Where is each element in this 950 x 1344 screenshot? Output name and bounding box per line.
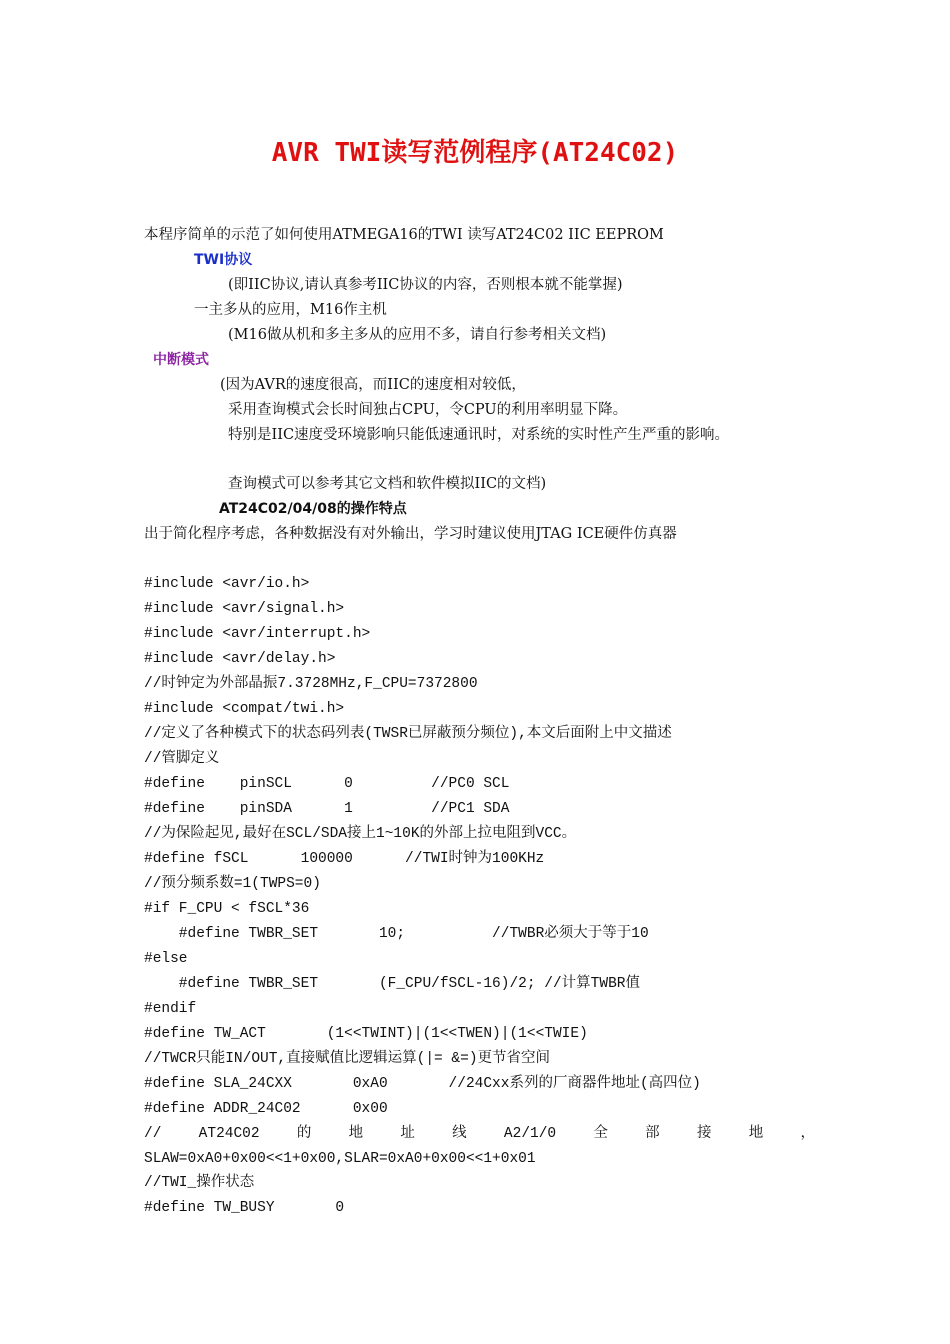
code-line: #define TWBR_SET 10; //TWBR必须大于等于10 xyxy=(144,926,649,942)
code-line: #define pinSDA 1 //PC1 SDA xyxy=(144,801,510,817)
token: 接 xyxy=(696,1126,712,1142)
code-comment-line: //预分频系数=1(TWPS=0) xyxy=(144,876,321,892)
code-line: #define TWBR_SET (F_CPU/fSCL-16)/2; //计算TWBR值 xyxy=(144,976,640,992)
code-line: #if F_CPU < fSCL*36 xyxy=(144,901,310,917)
intro-line: 本程序简单的示范了如何使用ATMEGA16的TWI 读写AT24C02 IIC EEPROM xyxy=(144,227,664,243)
master-note: (M16做从机和多主多从的应用不多，请自行参考相关文档) xyxy=(228,327,607,343)
interrupt-line: 特别是IIC速度受环境影响只能低速通讯时，对系统的实时性产生严重的影响。 xyxy=(228,427,730,443)
code-comment-line: //为保险起见,最好在SCL/SDA接上1~10K的外部上拉电阻到VCC。 xyxy=(144,826,577,842)
code-comment-line: //定义了各种模式下的状态码列表(TWSR已屏蔽预分频位),本文后面附上中文描述 xyxy=(144,726,672,742)
interrupt-line: 查询模式可以参考其它文档和软件模拟IIC的文档) xyxy=(228,476,547,492)
code-line: #include <avr/delay.h> xyxy=(144,651,336,667)
token: 地 xyxy=(748,1126,764,1142)
twi-protocol-note: (即IIC协议,请认真参考IIC协议的内容，否则根本就不能掌握) xyxy=(228,277,623,293)
code-line: SLAW=0xA0+0x00<<1+0x00,SLAR=0xA0+0x00<<1+0x01 xyxy=(144,1151,536,1167)
code-line: #else xyxy=(144,951,188,967)
token: 线 xyxy=(452,1126,467,1142)
token: 全 xyxy=(593,1126,608,1142)
code-line: #define TW_BUSY 0 xyxy=(144,1200,345,1216)
master-line: 一主多从的应用，M16作主机 xyxy=(194,302,387,318)
simplify-line: 出于简化程序考虑，各种数据没有对外输出，学习时建议使用JTAG ICE硬件仿真器 xyxy=(144,526,677,542)
code-line: #endif xyxy=(144,1001,197,1017)
interrupt-line: 采用查询模式会长时间独占CPU，令CPU的利用率明显下降。 xyxy=(228,402,628,418)
code-comment-justified-line xyxy=(144,1124,815,1144)
code-line: #define ADDR_24C02 0x00 xyxy=(144,1101,388,1117)
code-line: #define pinSCL 0 //PC0 SCL xyxy=(144,776,510,792)
code-comment-line: //管脚定义 xyxy=(144,751,220,767)
code-comment-line: //时钟定为外部晶振7.3728MHz,F_CPU=7372800 xyxy=(144,676,478,692)
twi-protocol-heading: TWI协议 xyxy=(194,252,253,268)
token: 部 xyxy=(645,1126,660,1142)
token: A2/1/0 xyxy=(503,1126,557,1142)
code-line: #include <avr/io.h> xyxy=(144,576,310,592)
token: AT24C02 xyxy=(198,1126,260,1142)
features-heading: AT24C02/04/08的操作特点 xyxy=(219,501,407,517)
code-comment-line: //TWI_操作状态 xyxy=(144,1175,255,1191)
code-line: #define fSCL 100000 //TWI时钟为100KHz xyxy=(144,851,545,867)
token: ， xyxy=(800,1126,815,1142)
interrupt-line: (因为AVR的速度很高，而IIC的速度相对较低， xyxy=(220,377,526,393)
document-title: AVR TWI读写范例程序(AT24C02) xyxy=(271,138,679,168)
code-comment-line: //TWCR只能IN/OUT,直接赋值比逻辑运算(|= &=)更节省空间 xyxy=(144,1051,551,1067)
code-line: #include <compat/twi.h> xyxy=(144,701,345,717)
code-line: #include <avr/signal.h> xyxy=(144,601,345,617)
token: 地 xyxy=(348,1126,364,1142)
token: 的 xyxy=(296,1126,312,1142)
code-line: #include <avr/interrupt.h> xyxy=(144,626,371,642)
token: 址 xyxy=(400,1126,415,1142)
code-line: #define SLA_24CXX 0xA0 //24Cxx系列的厂商器件地址(高四位) xyxy=(144,1076,701,1092)
code-line: #define TW_ACT (1<<TWINT)|(1<<TWEN)|(1<<TWIE) xyxy=(144,1026,588,1042)
token: // xyxy=(144,1126,162,1142)
interrupt-mode-heading: 中断模式 xyxy=(153,352,209,368)
